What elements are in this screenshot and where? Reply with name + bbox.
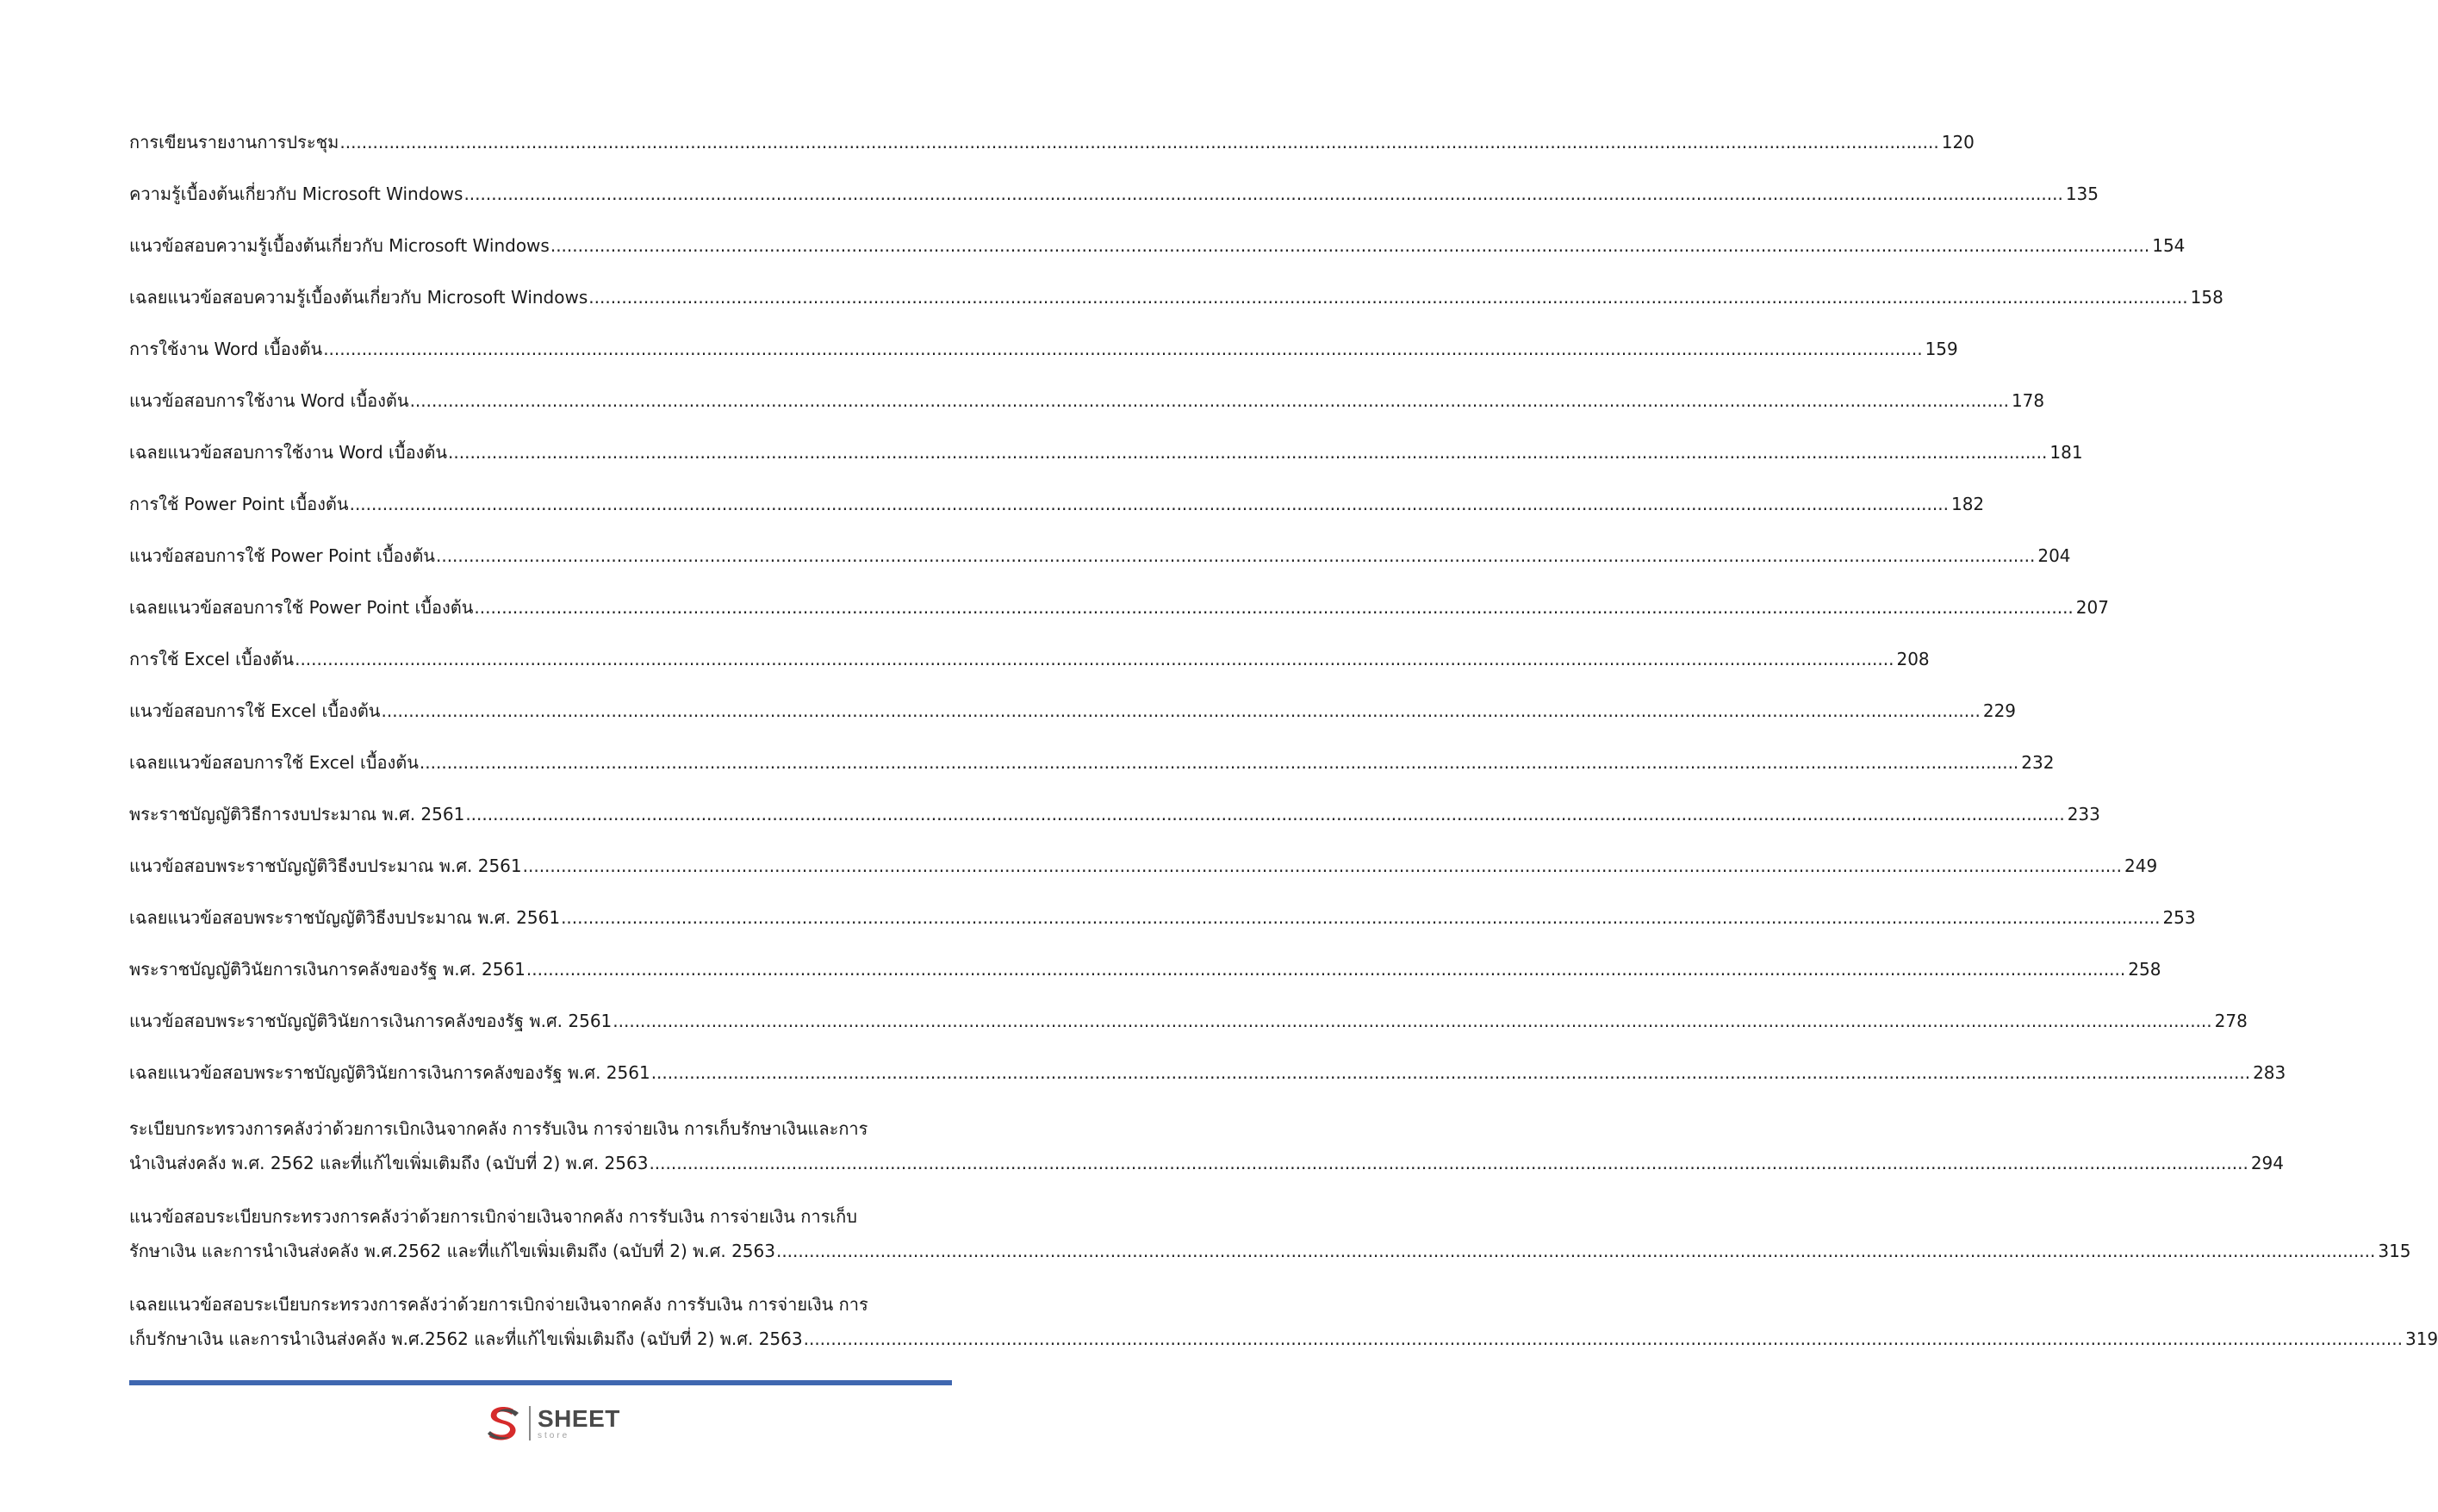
toc-entry [129,698,2017,724]
toc-page-number: 159 [1925,339,1958,359]
toc-entry-title: การใช้งาน Word เบื้องต้น [129,339,323,359]
toc-entry [129,181,2099,207]
dot-leader [561,905,2160,930]
toc-entry-title: การเขียนรายงานการประชุม [129,132,339,152]
toc-entry-line [129,491,1985,517]
sheet-store-logo [482,1403,620,1444]
dot-leader [448,439,2047,465]
table-of-contents [129,129,2438,1375]
dot-leader [323,336,1922,362]
toc-entry [129,284,2223,310]
toc-entry [129,853,2158,879]
dot-leader [588,284,2187,310]
toc-entry [129,956,2161,982]
toc-entry-line [129,905,2196,930]
toc-entry-title: เฉลยแนวข้อสอบการใช้ Excel เบื้องต้น [129,752,419,773]
toc-page-number: 208 [1896,649,1930,669]
toc-entry [129,801,2100,827]
logo-text [538,1404,620,1440]
toc-entry-line [129,956,2161,982]
toc-entry-line [129,543,2071,569]
toc-page-number: 253 [2162,907,2196,928]
toc-entry-line [129,594,2109,620]
toc-entry-title: เฉลยแนวข้อสอบการใช้ Power Point เบื้องต้น [129,597,474,618]
dot-leader [613,1008,2211,1034]
toc-entry-line [129,1008,2248,1034]
toc-page-number: 178 [2011,390,2045,411]
toc-entry [129,750,2055,775]
toc-entry-title: เฉลยแนวข้อสอบความรู้เบื้องต้นเกี่ยวกับ Microsoft Windows [129,287,588,308]
toc-page-number: 283 [2253,1062,2286,1083]
toc-entry-title: แนวข้อสอบพระราชบัญญัติวินัยการเงินการคลังของรัฐ พ.ศ. 2561 [129,1011,613,1031]
toc-entry-title: เก็บรักษาเงิน และการนำเงินส่งคลัง พ.ศ.2562 และที่แก้ไขเพิ่มเติมถึง (ฉบับที่ 2) พ.ศ. 2563 [129,1328,803,1349]
logo-divider [529,1406,531,1440]
toc-page-number: 204 [2037,545,2071,566]
toc-entry-line [129,1146,2285,1180]
toc-entry-title: แนวข้อสอบการใช้ Excel เบื้องต้น [129,700,381,721]
toc-entry-title: ความรู้เบื้องต้นเกี่ยวกับ Microsoft Windows [129,184,463,204]
toc-page-number: 154 [2152,235,2186,256]
toc-entry-title: แนวข้อสอบการใช้ Power Point เบื้องต้น [129,545,435,566]
dot-leader [550,233,2149,258]
dot-leader [474,594,2073,620]
toc-entry-line [129,1322,2438,1356]
sheet-store-logo-icon [482,1403,524,1444]
toc-entry-title: แนวข้อสอบพระราชบัญญัติวิธีงบประมาณ พ.ศ. 2561 [129,856,522,876]
toc-entry-line [129,284,2223,310]
toc-page-number: 207 [2075,597,2109,618]
toc-page-number: 278 [2214,1011,2248,1031]
toc-entry-line [129,750,2055,775]
toc-page-number: 135 [2065,184,2099,204]
toc-entry-line [129,1287,939,1322]
toc-entry-line [129,1060,2286,1086]
dot-leader [523,853,2122,879]
dot-leader [776,1234,2375,1268]
toc-page-number: 249 [2124,856,2158,876]
toc-entry-title: พระราชบัญญัติวินัยการเงินการคลังของรัฐ พ.ศ. 2561 [129,959,526,980]
dot-leader [526,956,2125,982]
toc-entry [129,905,2196,930]
toc-entry-title: พระราชบัญญัติวิธีการงบประมาณ พ.ศ. 2561 [129,804,465,824]
toc-page-number: 229 [1982,700,2017,721]
toc-entry-line [129,1111,939,1146]
toc-page-number: 315 [2378,1241,2411,1261]
logo-word: SHEET [538,1404,620,1432]
toc-page-number: 182 [1950,494,1985,514]
toc-entry [129,594,2109,620]
toc-entry-title: เฉลยแนวข้อสอบพระราชบัญญัติวินัยการเงินการคลังของรัฐ พ.ศ. 2561 [129,1062,650,1083]
toc-page-number: 258 [2128,959,2161,980]
toc-page-number: 120 [1941,132,1975,152]
dot-leader [295,646,1894,672]
footer-divider [129,1380,952,1385]
dot-leader [436,543,2035,569]
toc-entry-title: เฉลยแนวข้อสอบพระราชบัญญัติวิธีงบประมาณ พ.ศ. 2561 [129,907,561,928]
dot-leader [651,1060,2250,1086]
toc-entry-line [129,1234,2411,1268]
toc-entry [129,1287,2438,1356]
toc-entry-line [129,1199,939,1234]
toc-entry-line [129,698,2017,724]
toc-entry [129,1060,2286,1086]
toc-entry-line [129,853,2158,879]
toc-page-number: 319 [2404,1328,2438,1349]
toc-entry-title: เฉลยแนวข้อสอบการใช้งาน Word เบื้องต้น [129,442,448,463]
toc-entry [129,439,2083,465]
toc-entry [129,336,1958,362]
dot-leader [381,698,1980,724]
toc-entry-line [129,388,2045,414]
toc-page-number: 181 [2049,442,2083,463]
dot-leader [465,801,2064,827]
toc-entry-line [129,801,2100,827]
toc-entry [129,543,2071,569]
dot-leader [420,750,2018,775]
toc-entry-line [129,439,2083,465]
dot-leader [649,1146,2248,1180]
toc-entry-title: แนวข้อสอบระเบียบกระทรวงการคลังว่าด้วยการเบิกจ่ายเงินจากคลัง การรับเงิน การจ่ายเงิน การเก็บ [129,1206,857,1227]
toc-entry [129,1008,2248,1034]
toc-entry-line [129,233,2186,258]
toc-entry [129,388,2045,414]
toc-page-number: 294 [2250,1153,2285,1173]
toc-entry-line [129,646,1930,672]
toc-page-number: 158 [2190,287,2223,308]
toc-entry-title: เฉลยแนวข้อสอบระเบียบกระทรวงการคลังว่าด้วยการเบิกจ่ายเงินจากคลัง การรับเงิน การจ่ายเงิน การ [129,1294,868,1315]
toc-entry [129,646,1930,672]
toc-entry-line [129,336,1958,362]
dot-leader [350,491,1949,517]
toc-entry-title: ระเบียบกระทรวงการคลังว่าด้วยการเบิกเงินจากคลัง การรับเงิน การจ่ายเงิน การเก็บรักษาเงินและการ [129,1118,868,1139]
toc-page-number: 233 [2067,804,2100,824]
toc-entry-title: แนวข้อสอบการใช้งาน Word เบื้องต้น [129,390,409,411]
toc-entry [129,1111,2285,1180]
toc-entry-title: นำเงินส่งคลัง พ.ศ. 2562 และที่แก้ไขเพิ่มเติมถึง (ฉบับที่ 2) พ.ศ. 2563 [129,1153,649,1173]
toc-entry-title: รักษาเงิน และการนำเงินส่งคลัง พ.ศ.2562 และที่แก้ไขเพิ่มเติมถึง (ฉบับที่ 2) พ.ศ. 2563 [129,1241,775,1261]
toc-page-number: 232 [2021,752,2055,773]
toc-entry-title: แนวข้อสอบความรู้เบื้องต้นเกี่ยวกับ Microsoft Windows [129,235,550,256]
toc-entry [129,1199,2411,1268]
dot-leader [463,181,2062,207]
logo-subword: store [538,1430,570,1440]
toc-entry-title: การใช้ Power Point เบื้องต้น [129,494,349,514]
dot-leader [410,388,2009,414]
toc-entry [129,129,1975,155]
toc-entry [129,233,2186,258]
toc-entry-line [129,181,2099,207]
dot-leader [339,129,1938,155]
toc-entry [129,491,1985,517]
toc-entry-line [129,129,1975,155]
toc-entry-title: การใช้ Excel เบื้องต้น [129,649,295,669]
dot-leader [804,1322,2403,1356]
